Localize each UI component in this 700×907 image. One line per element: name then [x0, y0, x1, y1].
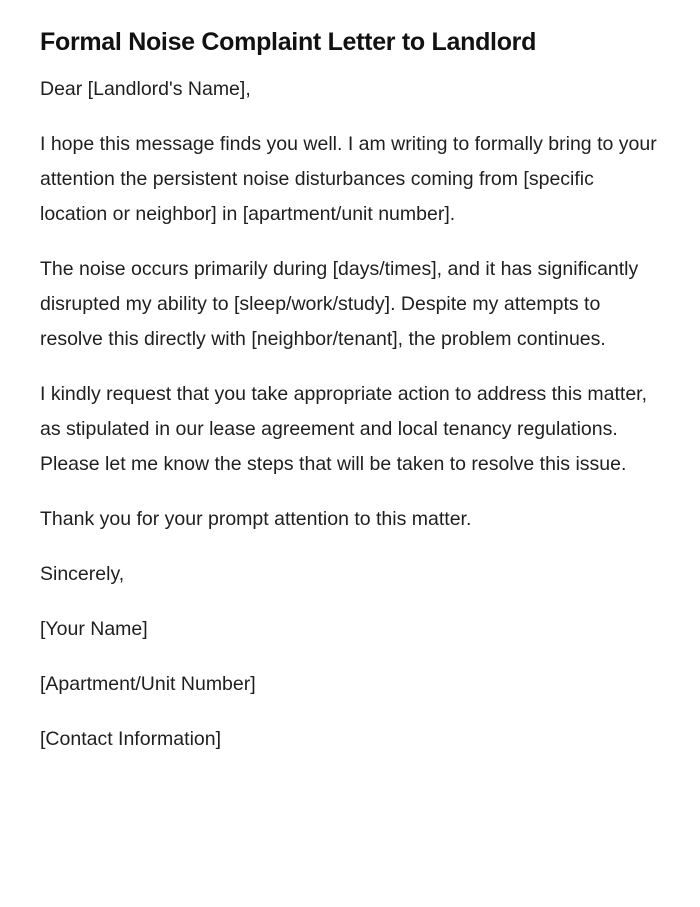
- letter-paragraph-intro: I hope this message finds you well. I am writing to formally bring to your attention the persistent noise disturbances coming from [specific location or neighbor] in [apartment/unit number].: [40, 133, 657, 225]
- letter-title: Formal Noise Complaint Letter to Landlord: [40, 28, 537, 56]
- signature-contact: [Contact Information]: [40, 728, 222, 750]
- letter-paragraph-request: I kindly request that you take appropriate action to address this matter, as stipulated in our lease agreement and local tenancy regulations. Please let me know the steps that will be taken to resolve this issue.: [40, 383, 648, 475]
- signature-name: [Your Name]: [40, 618, 148, 640]
- letter-paragraph-details: The noise occurs primarily during [days/times], and it has significantly disrupted my ability to [sleep/work/study]. Despite my attempts to resolve this directly with [neighbor/tenant], the problem continues.: [40, 258, 639, 350]
- letter-greeting: Dear [Landlord's Name],: [40, 78, 251, 100]
- signature-unit: [Apartment/Unit Number]: [40, 673, 256, 695]
- letter-paragraph-thanks: Thank you for your prompt attention to this matter.: [40, 508, 472, 530]
- letter-closing: Sincerely,: [40, 563, 125, 585]
